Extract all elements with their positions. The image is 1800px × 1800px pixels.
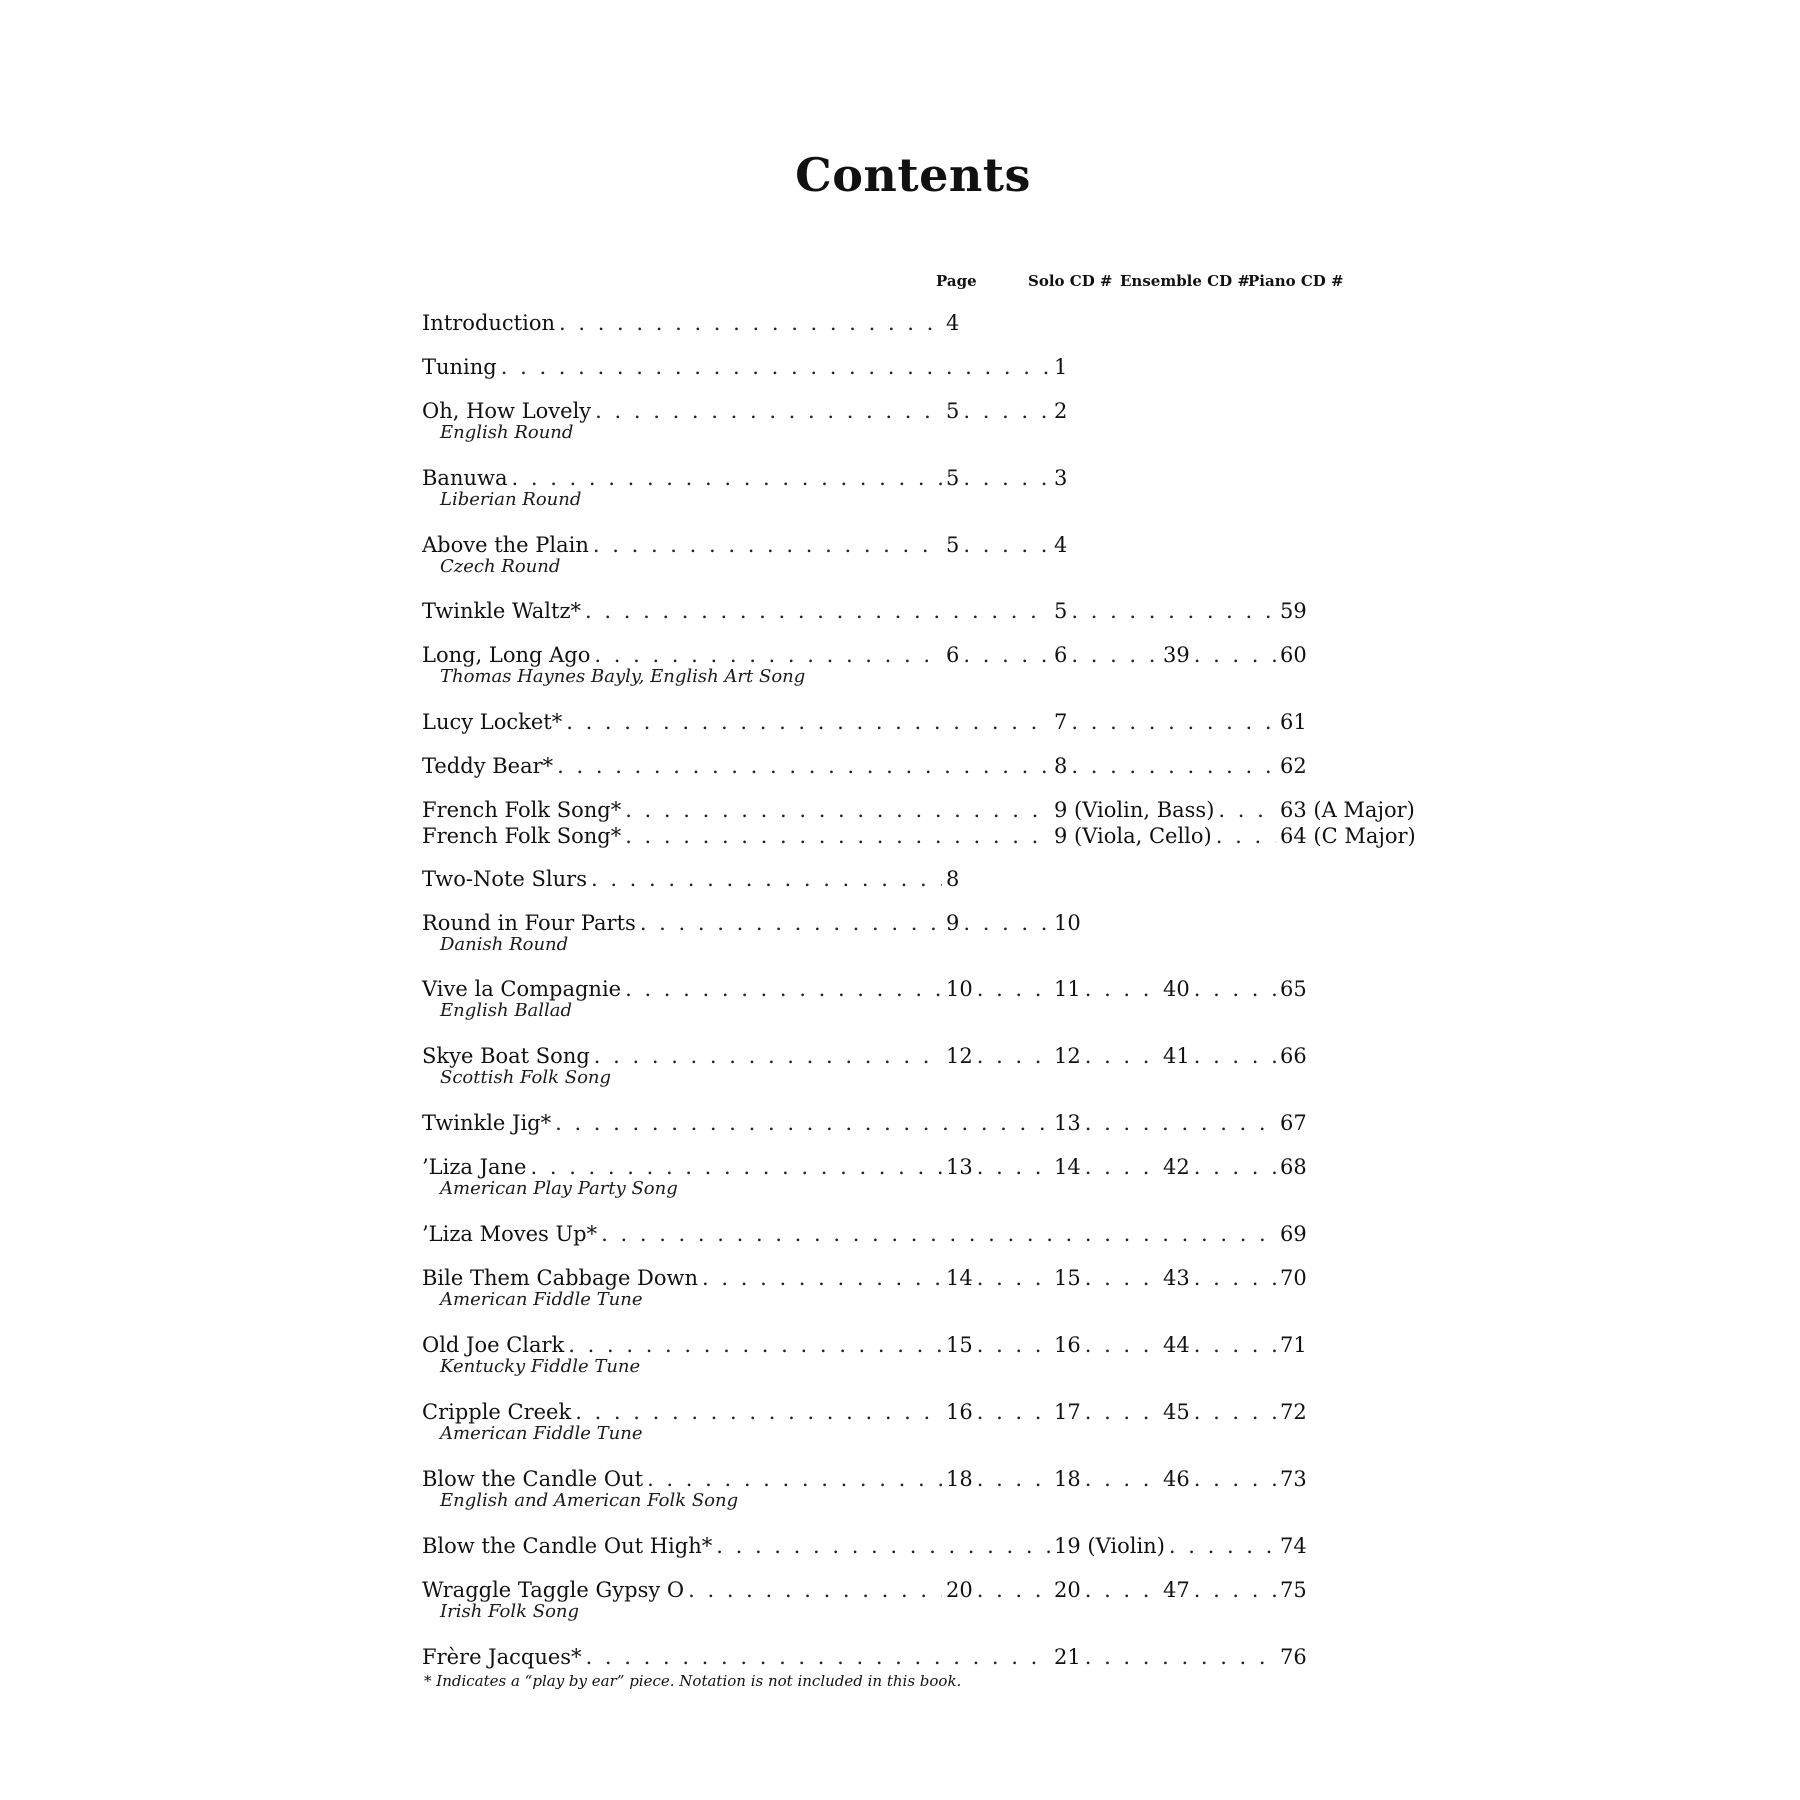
dot-leader: [594, 642, 942, 668]
dot-leader: [1194, 1399, 1276, 1425]
dot-leader: [1194, 1154, 1276, 1180]
dot-leader: [1194, 1332, 1276, 1358]
toc-entry: [0, 1577, 1800, 1637]
dot-leader: [559, 310, 942, 336]
dot-leader: [977, 1466, 1050, 1492]
entry-title: Introduction: [422, 311, 555, 335]
toc-entry-line: [0, 310, 1800, 336]
entry-solo-cd: 11: [1054, 977, 1081, 1001]
entry-piano-cd: 75: [1280, 1578, 1307, 1602]
entry-ensemble-cd: 41: [1163, 1044, 1190, 1068]
entry-piano-cd: 69: [1280, 1222, 1307, 1246]
dot-leader: [591, 866, 942, 892]
entry-ensemble-cd: 47: [1163, 1578, 1190, 1602]
entry-subtitle: English and American Folk Song: [440, 1490, 739, 1511]
toc-entry-line: [0, 398, 1800, 424]
dot-leader: [1085, 1332, 1159, 1358]
entry-page: 12: [946, 1044, 973, 1068]
entry-piano-cd: 63 (A Major): [1280, 798, 1415, 822]
toc-entry: [0, 465, 1800, 525]
entry-piano-cd: 68: [1280, 1155, 1307, 1179]
toc-entry: [0, 642, 1800, 702]
toc-entry: [0, 976, 1800, 1036]
entry-solo-cd: 1: [1054, 355, 1068, 379]
dot-leader: [977, 1043, 1050, 1069]
toc-entry-line: [0, 753, 1800, 779]
entry-title: Round in Four Parts: [422, 911, 636, 935]
entry-subtitle: Irish Folk Song: [440, 1601, 580, 1622]
entry-solo-cd: 12: [1054, 1044, 1081, 1068]
entry-page: 5: [946, 533, 960, 557]
toc-entry-line: [0, 1043, 1800, 1069]
entry-solo-cd: 5: [1054, 599, 1068, 623]
entry-page: 18: [946, 1467, 973, 1491]
entry-piano-cd: 76: [1280, 1645, 1307, 1669]
dot-leader: [1085, 1265, 1159, 1291]
dot-leader: [594, 1043, 942, 1069]
entry-page: 9: [946, 911, 960, 935]
dot-leader: [555, 1110, 1050, 1136]
dot-leader: [977, 1577, 1050, 1603]
dot-leader: [963, 465, 1050, 491]
toc-entry-line: [0, 976, 1800, 1002]
toc-entry: [0, 398, 1800, 458]
toc-entry-line: [0, 642, 1800, 668]
toc-entry-line: [0, 1533, 1800, 1559]
dot-leader: [1218, 797, 1276, 823]
dot-leader: [1085, 1644, 1276, 1670]
dot-leader: [586, 1644, 1050, 1670]
entry-piano-cd: 64 (C Major): [1280, 824, 1416, 848]
dot-leader: [1169, 1533, 1276, 1559]
footnote: * Indicates a “play by ear” piece. Notation is not included in this book.: [424, 1672, 962, 1690]
entry-piano-cd: 70: [1280, 1266, 1307, 1290]
entry-page: 5: [946, 466, 960, 490]
entry-title: Blow the Candle Out: [422, 1467, 644, 1491]
entry-page: 14: [946, 1266, 973, 1290]
entry-page: 6: [946, 643, 960, 667]
entry-piano-cd: 67: [1280, 1111, 1307, 1135]
toc-entry-line: [0, 532, 1800, 558]
entry-ensemble-cd: 40: [1163, 977, 1190, 1001]
entry-solo-cd: 7: [1054, 710, 1068, 734]
dot-leader: [501, 354, 1050, 380]
toc-entry-line: [0, 1644, 1800, 1670]
dot-leader: [601, 1221, 1276, 1247]
dot-leader: [977, 1265, 1050, 1291]
dot-leader: [640, 910, 942, 936]
entry-subtitle: English Ballad: [440, 1000, 573, 1021]
entry-title: Two-Note Slurs: [422, 867, 587, 891]
entry-subtitle: American Fiddle Tune: [440, 1423, 643, 1444]
entry-title: Oh, How Lovely: [422, 399, 592, 423]
entry-piano-cd: 73: [1280, 1467, 1307, 1491]
entry-page: 13: [946, 1155, 973, 1179]
entry-solo-cd: 3: [1054, 466, 1068, 490]
entry-solo-cd: 17: [1054, 1400, 1081, 1424]
column-header-ensemble: Ensemble CD #: [1120, 272, 1250, 290]
dot-leader: [1085, 1043, 1159, 1069]
toc-entry: [0, 1265, 1800, 1325]
toc-entry: [0, 1154, 1800, 1214]
entry-subtitle: English Round: [440, 422, 574, 443]
dot-leader: [585, 598, 1050, 624]
toc-entry-line: [0, 1265, 1800, 1291]
dot-leader: [1071, 642, 1159, 668]
entry-ensemble-cd: 46: [1163, 1467, 1190, 1491]
entry-ensemble-cd: 44: [1163, 1333, 1190, 1357]
toc-entry-line: [0, 797, 1800, 823]
toc-entry-line: [0, 465, 1800, 491]
dot-leader: [625, 797, 1050, 823]
entry-page: 16: [946, 1400, 973, 1424]
dot-leader: [1071, 598, 1276, 624]
dot-leader: [512, 465, 943, 491]
toc-entry-line: [0, 910, 1800, 936]
entry-subtitle: American Fiddle Tune: [440, 1289, 643, 1310]
dot-leader: [531, 1154, 943, 1180]
entry-piano-cd: 71: [1280, 1333, 1307, 1357]
dot-leader: [716, 1533, 1050, 1559]
dot-leader: [557, 753, 1050, 779]
dot-leader: [977, 1332, 1050, 1358]
dot-leader: [647, 1466, 942, 1492]
dot-leader: [625, 823, 1050, 849]
entry-title: Teddy Bear*: [422, 754, 554, 778]
dot-leader: [1085, 1110, 1276, 1136]
dot-leader: [1071, 753, 1276, 779]
column-header-solo: Solo CD #: [1028, 272, 1113, 290]
entry-page: 8: [946, 867, 960, 891]
entry-title: Cripple Creek: [422, 1400, 572, 1424]
entry-ensemble-cd: 39: [1163, 643, 1190, 667]
dot-leader: [1194, 1577, 1276, 1603]
entry-solo-cd: 20: [1054, 1578, 1081, 1602]
column-header-piano: Piano CD #: [1248, 272, 1344, 290]
dot-leader: [1194, 642, 1276, 668]
entry-page: 5: [946, 399, 960, 423]
dot-leader: [1085, 1399, 1159, 1425]
entry-title: Vive la Compagnie: [422, 977, 622, 1001]
entry-solo-cd: 13: [1054, 1111, 1081, 1135]
entry-subtitle: Liberian Round: [440, 489, 582, 510]
entry-title: ’Liza Jane: [422, 1155, 527, 1179]
entry-subtitle: Scottish Folk Song: [440, 1067, 612, 1088]
toc-entry-line: [0, 1110, 1800, 1136]
dot-leader: [625, 976, 942, 1002]
dot-leader: [1194, 1265, 1276, 1291]
toc-entry: [0, 1043, 1800, 1103]
entry-ensemble-cd: 42: [1163, 1155, 1190, 1179]
entry-solo-cd: 16: [1054, 1333, 1081, 1357]
dot-leader: [1085, 976, 1159, 1002]
entry-title: ’Liza Moves Up*: [422, 1222, 598, 1246]
dot-leader: [568, 1332, 942, 1358]
entry-solo-cd: 21: [1054, 1645, 1081, 1669]
toc-entry-line: [0, 598, 1800, 624]
entry-title: Tuning: [422, 355, 497, 379]
entry-title: Frère Jacques*: [422, 1645, 582, 1669]
entry-title: Above the Plain: [422, 533, 589, 557]
toc-entry: [0, 532, 1800, 592]
entry-solo-cd: 14: [1054, 1155, 1081, 1179]
entry-subtitle: Thomas Haynes Bayly, English Art Song: [440, 666, 806, 687]
dot-leader: [702, 1265, 942, 1291]
dot-leader: [963, 398, 1050, 424]
entry-title: French Folk Song*: [422, 798, 622, 822]
dot-leader: [963, 910, 1050, 936]
dot-leader: [566, 709, 1050, 735]
entry-page: 10: [946, 977, 973, 1001]
entry-solo-cd: 15: [1054, 1266, 1081, 1290]
toc-entry: [0, 1399, 1800, 1459]
toc-entry-line: [0, 1332, 1800, 1358]
entry-solo-cd: 4: [1054, 533, 1068, 557]
entry-page: 15: [946, 1333, 973, 1357]
dot-leader: [1085, 1154, 1159, 1180]
entry-piano-cd: 72: [1280, 1400, 1307, 1424]
dot-leader: [963, 532, 1050, 558]
entry-piano-cd: 62: [1280, 754, 1307, 778]
dot-leader: [1071, 709, 1276, 735]
dot-leader: [1194, 976, 1276, 1002]
toc-entry-line: [0, 866, 1800, 892]
toc-entry-line: [0, 1399, 1800, 1425]
dot-leader: [575, 1399, 942, 1425]
entry-subtitle: American Play Party Song: [440, 1178, 678, 1199]
entry-ensemble-cd: 45: [1163, 1400, 1190, 1424]
dot-leader: [1194, 1043, 1276, 1069]
entry-solo-cd: 6: [1054, 643, 1068, 667]
entry-piano-cd: 74: [1280, 1534, 1307, 1558]
entry-subtitle: Kentucky Fiddle Tune: [440, 1356, 641, 1377]
entry-title: Long, Long Ago: [422, 643, 591, 667]
toc-entry-line: [0, 823, 1800, 849]
toc-entry: [0, 1466, 1800, 1526]
entry-title: French Folk Song*: [422, 824, 622, 848]
entry-title: Skye Boat Song: [422, 1044, 590, 1068]
toc-entry: [0, 1332, 1800, 1392]
dot-leader: [963, 642, 1050, 668]
entry-title: Wraggle Taggle Gypsy O: [422, 1578, 685, 1602]
entry-title: Old Joe Clark: [422, 1333, 565, 1357]
entry-piano-cd: 65: [1280, 977, 1307, 1001]
entry-piano-cd: 60: [1280, 643, 1307, 667]
entry-title: Twinkle Waltz*: [422, 599, 582, 623]
toc-entry-line: [0, 1466, 1800, 1492]
entry-solo-cd: 10: [1054, 911, 1081, 935]
entry-solo-cd: 2: [1054, 399, 1068, 423]
entry-piano-cd: 66: [1280, 1044, 1307, 1068]
entry-title: Twinkle Jig*: [422, 1111, 552, 1135]
dot-leader: [593, 532, 942, 558]
entry-subtitle: Czech Round: [440, 556, 561, 577]
dot-leader: [688, 1577, 942, 1603]
dot-leader: [1085, 1466, 1159, 1492]
dot-leader: [977, 1399, 1050, 1425]
dot-leader: [595, 398, 942, 424]
entry-solo-cd: 8: [1054, 754, 1068, 778]
entry-title: Bile Them Cabbage Down: [422, 1266, 699, 1290]
entry-page: 20: [946, 1578, 973, 1602]
entry-solo-cd: 9 (Viola, Cello): [1054, 824, 1212, 848]
page-title: Contents: [795, 148, 1031, 202]
dot-leader: [1216, 823, 1276, 849]
toc-entry-line: [0, 354, 1800, 380]
entry-piano-cd: 59: [1280, 599, 1307, 623]
toc-entry-line: [0, 1577, 1800, 1603]
dot-leader: [977, 976, 1050, 1002]
dot-leader: [977, 1154, 1050, 1180]
entry-page: 4: [946, 311, 960, 335]
column-header-page: Page: [936, 272, 977, 290]
entry-piano-cd: 61: [1280, 710, 1307, 734]
entry-title: Lucy Locket*: [422, 710, 563, 734]
dot-leader: [1085, 1577, 1159, 1603]
toc-entry: [0, 910, 1800, 970]
dot-leader: [1194, 1466, 1276, 1492]
entry-solo-cd: 19 (Violin): [1054, 1534, 1165, 1558]
entry-ensemble-cd: 43: [1163, 1266, 1190, 1290]
entry-solo-cd: 9 (Violin, Bass): [1054, 798, 1215, 822]
toc-entry-line: [0, 709, 1800, 735]
toc-entry-line: [0, 1221, 1800, 1247]
entry-title: Banuwa: [422, 466, 508, 490]
entry-solo-cd: 18: [1054, 1467, 1081, 1491]
entry-subtitle: Danish Round: [440, 934, 569, 955]
toc-entry-line: [0, 1154, 1800, 1180]
entry-title: Blow the Candle Out High*: [422, 1534, 713, 1558]
